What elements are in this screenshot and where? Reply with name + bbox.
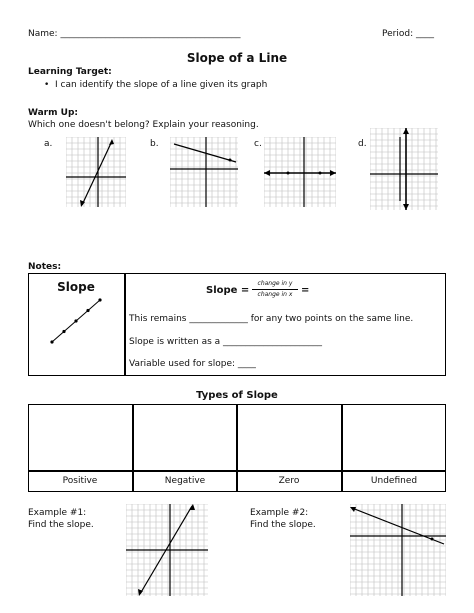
notes-variable: Variable used for slope: ____ <box>129 359 256 369</box>
warm-up-prompt: Which one doesn't belong? Explain your reasoning. <box>28 120 259 130</box>
learning-target-bullet <box>44 80 267 90</box>
grid-lines <box>170 137 238 207</box>
example1-label: Example #1: <box>28 508 87 518</box>
learning-target-heading: Learning Target: <box>28 67 112 77</box>
slope-illustration <box>46 296 106 346</box>
types-heading: Types of Slope <box>196 390 278 401</box>
grid-lines <box>370 128 438 210</box>
notes-written-as: Slope is written as a ______________________ <box>129 337 323 347</box>
warm-up-label-b: b. <box>150 139 159 149</box>
notes-term: Slope <box>57 280 95 294</box>
graph-c <box>264 137 336 207</box>
notes-divider <box>124 273 126 376</box>
warm-up-heading: Warm Up: <box>28 108 78 118</box>
example2-graph <box>350 504 446 596</box>
example2-text: Find the slope. <box>250 520 316 530</box>
example2-label: Example #2: <box>250 508 309 518</box>
formula-denominator: change in x <box>257 291 293 298</box>
notes-heading: Notes: <box>28 262 62 272</box>
line-negative <box>174 144 236 162</box>
grid-lines <box>264 137 336 207</box>
fraction-bar <box>252 289 298 290</box>
graph-a <box>66 137 126 207</box>
formula-lhs: Slope = <box>206 285 250 296</box>
graph-b <box>170 137 238 207</box>
formula-numerator: change in y <box>257 280 293 287</box>
page-title: Slope of a Line <box>186 51 288 65</box>
notes-remains: This remains _____________ for any two points on the same line. <box>129 314 414 324</box>
warm-up-label-a: a. <box>44 139 53 149</box>
warm-up-label-c: c. <box>254 139 262 149</box>
type-undefined-label: Undefined <box>370 476 418 486</box>
warm-up-label-d: d. <box>358 139 367 149</box>
formula-equals: = <box>301 285 310 296</box>
grid-lines <box>66 137 126 207</box>
period-field: Period: ____ <box>382 29 434 39</box>
example1-graph <box>126 504 208 596</box>
example1-text: Find the slope. <box>28 520 94 530</box>
bullet-icon: • <box>44 80 50 90</box>
type-negative-label: Negative <box>164 476 206 486</box>
type-zero-label: Zero <box>278 476 300 486</box>
learning-target-text: I can identify the slope of a line given its graph <box>55 80 268 90</box>
type-positive-label: Positive <box>62 476 98 486</box>
name-field: Name: ________________________________________ <box>28 29 241 39</box>
graph-d <box>370 128 438 210</box>
grid-lines <box>350 504 446 596</box>
